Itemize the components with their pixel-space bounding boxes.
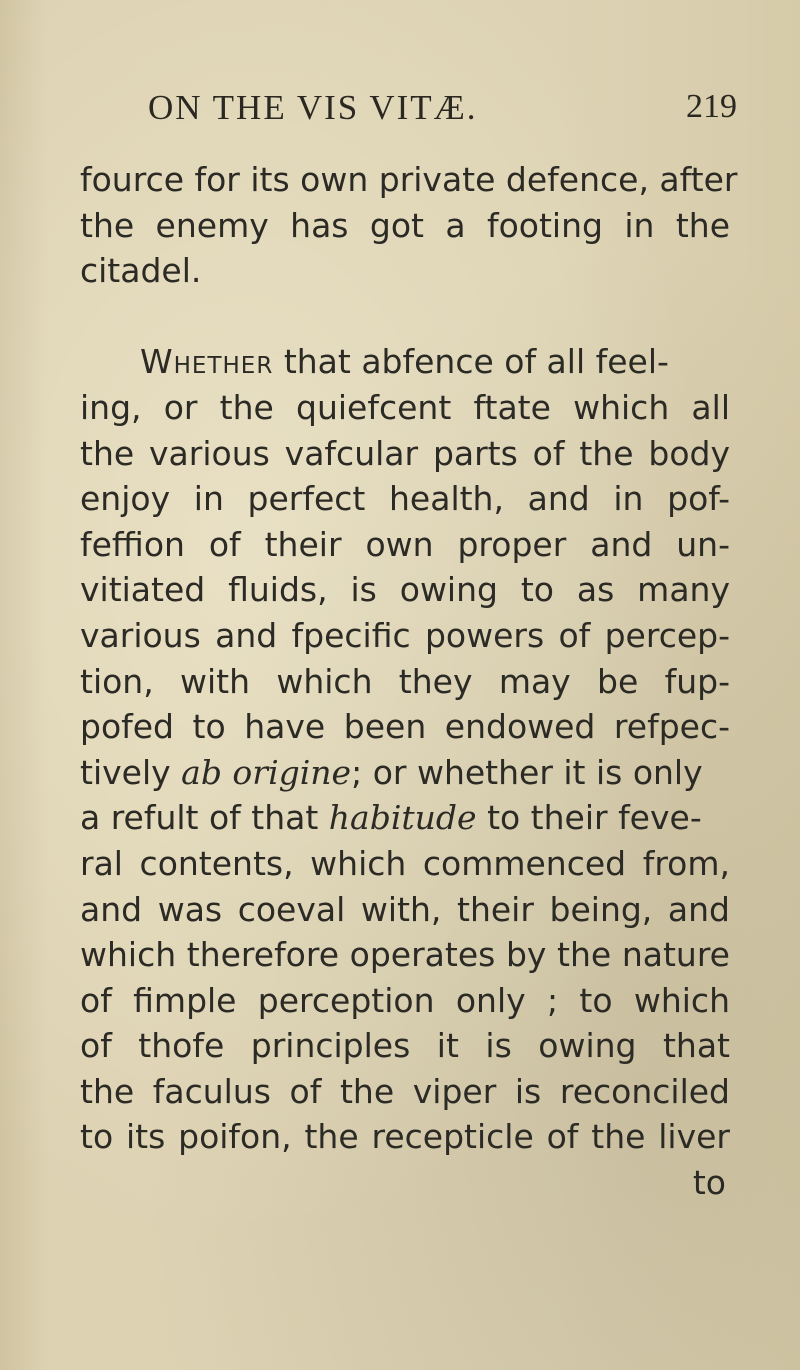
text-line: and was coeval with, their being, and — [80, 889, 730, 929]
text-segment: tively — [80, 752, 182, 792]
text-line — [80, 795, 730, 841]
text-line: citadel. — [80, 251, 202, 291]
text-line: of fimple perception only ; to which — [80, 980, 730, 1020]
text-segment: that abfence of all feel- — [273, 342, 669, 382]
text-segment: a refult of that — [80, 798, 329, 838]
text-line: vitiated fluids, is owing to as many — [80, 570, 730, 610]
text-line: of thofe principles it is owing that — [80, 1026, 730, 1066]
body-text — [80, 157, 738, 1206]
paragraph-gap — [80, 294, 730, 340]
text-line: enjoy in perfect health, and in pof- — [80, 479, 730, 519]
text-line: the faculus of the viper is reconciled — [80, 1071, 730, 1111]
text-line: the various vafcular parts of the body — [80, 433, 730, 473]
lead-word: Whether — [140, 342, 274, 382]
text-line: to its poifon, the recepticle of the liver — [80, 1117, 730, 1157]
text-line — [80, 750, 730, 796]
text-line: various and fpecific powers of percep- — [80, 615, 730, 655]
running-title: ON THE VIS VITÆ. — [148, 88, 478, 127]
italic-phrase: ab origine — [181, 752, 352, 792]
running-head — [0, 88, 800, 132]
text-line: the enemy has got a footing in the — [80, 205, 730, 245]
text-line: fource for its own private defence, after — [80, 160, 738, 199]
italic-phrase: habitude — [328, 798, 477, 838]
text-line: tion, with which they may be fup- — [80, 661, 730, 701]
text-segment: to their feve- — [476, 798, 702, 838]
text-line: pofed to have been endowed refpec- — [80, 707, 730, 747]
page-number: 219 — [686, 88, 737, 125]
text-line: which therefore operates by the nature — [80, 935, 730, 975]
text-line: ing, or the quiefcent ftate which all — [80, 387, 730, 427]
text-line — [80, 339, 730, 385]
text-line: ral contents, which commenced from, — [80, 843, 730, 883]
text-segment: ; or whether it is only — [351, 752, 703, 792]
catchword: to — [692, 1163, 726, 1203]
text-line: feffion of their own proper and un- — [80, 524, 730, 564]
